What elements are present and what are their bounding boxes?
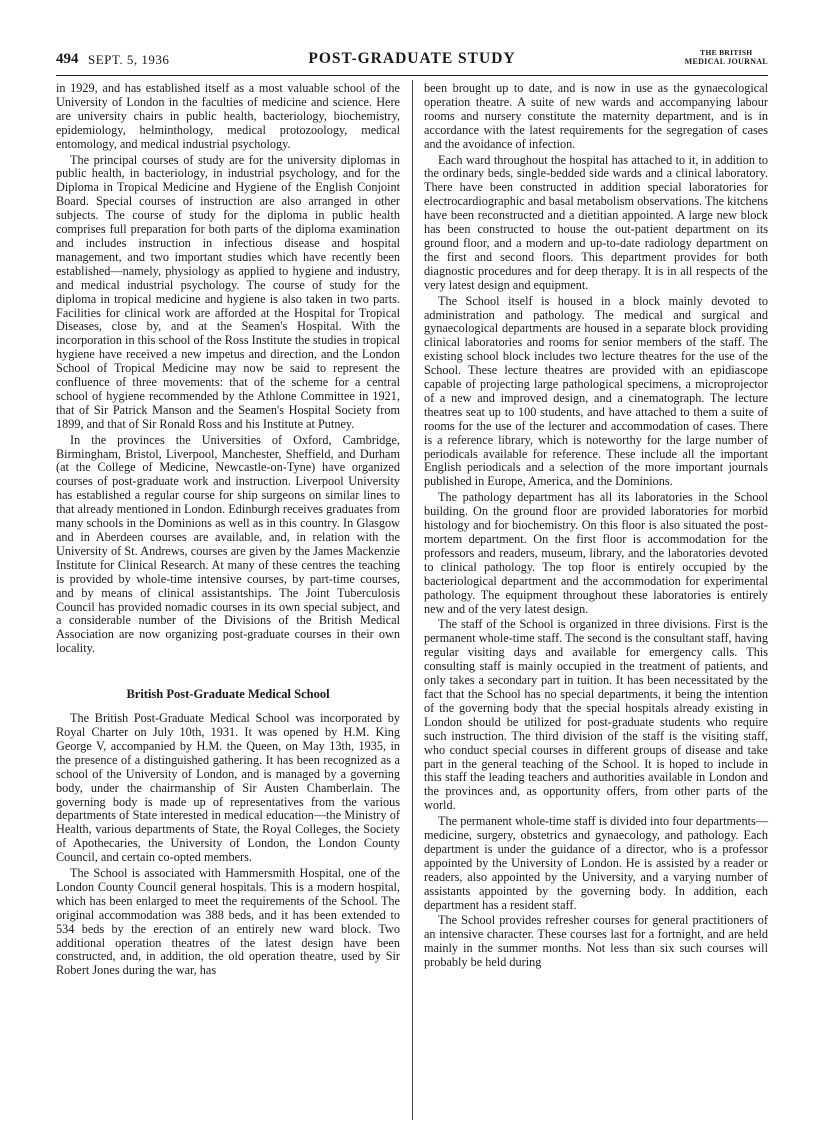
paragraph: The School provides refresher courses for general practitioners of an intensive character. These courses last for a fortnight, and are held mainly in the summer months. Not less than six such courses will probably be held during bbox=[424, 913, 768, 970]
header-rule bbox=[56, 75, 768, 76]
journal-name-line1: THE BRITISH bbox=[700, 48, 753, 57]
paragraph: In the provinces the Universities of Oxford, Cambridge, Birmingham, Bristol, Liverpool, Manchester, Sheffield, and Durham (at the College of Medicine, Newcastle-on-Tyne) have organized courses of post-graduate work and instruction. Liverpool University has established a regular course for ship surgeons on similar lines to that already mentioned in London. Edinburgh receives graduates from many schools in the Dominions as well as in this country. In Glasgow and in Aberdeen courses are available, and, in relation with the University of St. Andrews, courses are given by the James Mackenzie Institute for Clinical Research. At many of these centres the teaching is provided by whole-time intensive courses, by part-time courses, and by means of clinical assistantships. The Joint Tuberculosis Council has provided nomadic courses in its own special subject, and a considerable number of the Divisions of the British Medical Association are now organizing post-graduate courses in their own locality. bbox=[56, 432, 400, 656]
left-column bbox=[56, 82, 400, 980]
paragraph: The British Post-Graduate Medical School was incorporated by Royal Charter on July 10th, 1931. It was opened by H.M. King George V, accompanied by H.M. the Queen, on May 13th, 1935, in the presence of a distinguished gathering. It has been recognized as a school of the University of London, and is managed by a governing body, under the chairmanship of Sir Austen Chamberlain. The governing body is made up of representatives from the various departments of State interested in medical education—the Ministry of Health, various departments of State, the Royal Colleges, the Society of Apothecaries, the University of London, the London County Council, and certain co-opted members. bbox=[56, 711, 400, 865]
paragraph: been brought up to date, and is now in use as the gynaecological operation theatre. A suite of new wards and accompanying labour rooms and nursery constitute the maternity department, and is in accordance with the latest requirements for the segregation of cases and the avoidance of infection. bbox=[424, 81, 768, 151]
paragraph: The staff of the School is organized in three divisions. First is the permanent whole-time staff. The second is the consultant staff, having regular visiting days and available for emergency calls. This consulting staff is mainly occupied in the treatment of patients, and only takes a secondary part in tuition. It has been necessitated by the fact that the School has no special departments, it being the intention of the governing body that the special hospitals already existing in London should be utilized for post-graduate students who require such instruction. The third division of the staff is the visiting staff, who conduct special courses in different groups of disease and take part in the general teaching of the School. It is hoped to include in this staff the leading teachers and authorities available in London and the provinces and, as opportunity offers, from other parts of the world. bbox=[424, 617, 768, 813]
running-title: POST-GRADUATE STUDY bbox=[308, 50, 516, 67]
paragraph: Each ward throughout the hospital has attached to it, in addition to the ordinary beds, single-bedded side wards and a clinical laboratory. There have been constructed in addition special laboratories for electrocardiographic and basal metabolism observations. The kitchens have been reconstructed and a dietitian appointed. A large new block has been constructed to house the out-patient department on its ground floor, and a modern and up-to-date radiology department on the first and second floors. This department provides for both diagnostic procedures and for deep therapy. It is in all respects of the very latest design and equipment. bbox=[424, 152, 768, 292]
journal-name-line2: MEDICAL JOURNAL bbox=[684, 57, 768, 66]
paragraph: The School itself is housed in a block mainly devoted to administration and pathology. The medical and surgical and gynaecological departments are housed in a separate block providing clinical laboratories and rooms for senior members of the staff. The existing school block includes two lecture theatres for the use of the School. These lecture theatres are provided with an epidiascope capable of projecting large pathological specimens, a microprojector of a new and improved design, and a cinematograph. The lecture theatres seat up to 100 students, and have attached to them a suite of rooms for the use of the lecturer and accommodation of cases. There is a reference library, which is noteworthy for the large number of periodicals available for reference. These include all the important English periodicals and a selection of the more important journals published in Europe, America, and the Dominions. bbox=[424, 293, 768, 489]
section-heading: British Post-Graduate Medical School bbox=[126, 687, 330, 702]
journal-name bbox=[685, 48, 768, 66]
paragraph: The pathology department has all its laboratories in the School building. On the ground floor are provided laboratories for morbid histology and for biochemistry. On this floor is also situated the post-mortem department. On the first floor is accommodation for the professors and readers, museum, library, and the laboratories devoted to clinical pathology. The top floor is entirely occupied by the bacteriological department and the accommodation for experimental pathology. The equipment throughout these laboratories is entirely new and of the very latest design. bbox=[424, 490, 768, 616]
paragraph: in 1929, and has established itself as a most valuable school of the University of London in the faculties of medicine and science. Here are university chairs in public health, bacteriology, biochemistry, epidemiology, helminthology, medical protozoology, medical entomology, and medical industrial psychology. bbox=[56, 81, 400, 151]
paragraph: The principal courses of study are for the university diplomas in public health, in bacteriology, in industrial psychology, and for the Diploma in Tropical Medicine and Hygiene of the English Conjoint Board. Special courses of instruction are also arranged in other subjects. The course of study for the diploma in public health comprises full preparation for both parts of the diploma examination and includes instruction in infectious disease and hospital management, and two important studies which have recently been established—namely, physiology as applied to hygiene and industry, and medical industrial psychology. The course of study for the diploma in tropical medicine and hygiene is also taken in two parts. Facilities for clinical work are afforded at the Hospital for Tropical Diseases, close by, and at the Seamen's Hospital. With the incorporation in this school of the Ross Institute the studies in tropical hygiene have received a new impetus and direction, and the London School of Tropical Medicine may now be said to represent the confluence of three movements: that of the scheme for a central school of hygiene recommended by the Athlone Committee in 1921, that of Sir Patrick Manson and the Seamen's Hospital Society from 1899, and that of Sir Ronald Ross and his Institute at Putney. bbox=[56, 152, 400, 431]
column-divider bbox=[412, 80, 413, 1120]
page-number: 494 bbox=[56, 51, 79, 67]
page-header bbox=[56, 48, 768, 78]
issue-date: SEPT. 5, 1936 bbox=[88, 52, 170, 67]
paragraph: The School is associated with Hammersmith Hospital, one of the London County Council general hospitals. This is a modern hospital, which has been enlarged to meet the requirements of the School. The original accommodation was 388 beds, and it has been extended to 534 beds by the erection of an entirely new ward block. Two additional operation theatres of the latest design have been constructed, and, in addition, the old operation theatre, used by Sir Robert Jones during the war, has bbox=[56, 866, 400, 978]
paragraph: The permanent whole-time staff is divided into four departments—medicine, surgery, obstetrics and gynaecology, and pathology. Each department is under the guidance of a director, who is a professor appointed by the University of London. He is assisted by a reader or readers, also appointed by the University, and a varying number of assistants appointed by the governing body. In addition, each department has a resident staff. bbox=[424, 814, 768, 912]
right-column bbox=[424, 82, 768, 972]
